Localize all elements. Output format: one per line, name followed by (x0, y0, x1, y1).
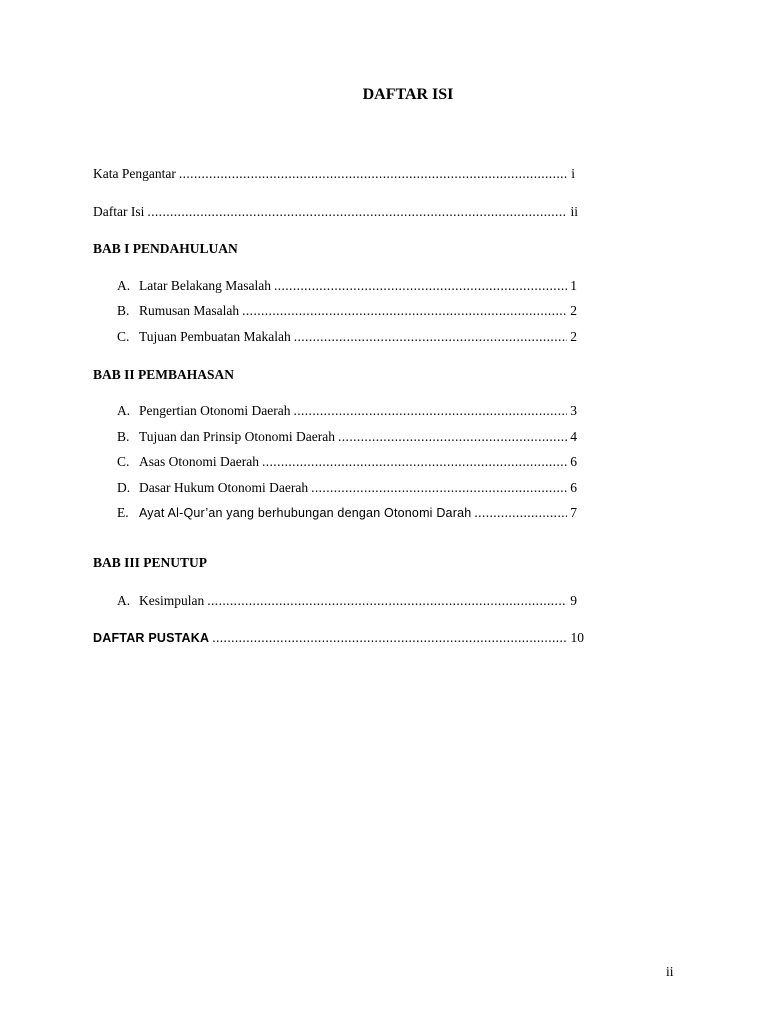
toc-entry[interactable] (117, 505, 577, 521)
toc-entry[interactable] (117, 303, 577, 319)
toc-entry-page: 6 (570, 480, 577, 495)
toc-entry-letter: B. (117, 429, 130, 444)
toc-entry-label: Tujuan dan Prinsip Otonomi Daerah (139, 429, 335, 444)
toc-entry-kata-pengantar[interactable] (93, 166, 575, 182)
toc-entry-letter: A. (117, 593, 131, 608)
toc-entry-label: Rumusan Masalah (139, 303, 240, 318)
dot-leader (274, 278, 567, 294)
toc-entry-page: 7 (570, 505, 577, 520)
dot-leader (293, 403, 567, 419)
dot-leader (179, 166, 568, 182)
toc-entry[interactable] (117, 593, 577, 609)
toc-entry-label: Ayat Al-Qur’an yang berhubungan dengan Otonomi Darah (139, 506, 472, 520)
toc-entry-page: 10 (570, 630, 584, 645)
toc-entry-letter: A. (117, 278, 131, 293)
toc-entry-page: 2 (570, 303, 577, 318)
toc-entry-page: 6 (570, 454, 577, 469)
toc-entry-page: ii (570, 204, 578, 219)
toc-entry-daftar-pustaka[interactable] (93, 630, 584, 646)
toc-entry-label: Dasar Hukum Otonomi Daerah (139, 480, 309, 495)
toc-entry[interactable] (117, 278, 577, 294)
toc-entry-page: 4 (570, 429, 577, 444)
toc-entry-label: Pengertian Otonomi Daerah (139, 403, 291, 418)
toc-entry-page: 3 (570, 403, 577, 418)
toc-entry-label: DAFTAR PUSTAKA (93, 631, 210, 645)
dot-leader (311, 480, 567, 496)
dot-leader (242, 303, 567, 319)
toc-entry[interactable] (117, 480, 577, 496)
dot-leader (338, 429, 567, 445)
page-title: DAFTAR ISI (362, 86, 454, 103)
toc-entry-label: Asas Otonomi Daerah (139, 454, 259, 469)
dot-leader (207, 593, 567, 609)
toc-entry-letter: B. (117, 303, 130, 318)
toc-entry-letter: D. (117, 480, 131, 495)
toc-entry-page: i (571, 166, 575, 181)
toc-entry-page: 2 (570, 329, 577, 344)
chapter-heading-bab-1: BAB I PENDAHULUAN (93, 241, 238, 256)
chapter-heading-bab-2: BAB II PEMBAHASAN (93, 367, 235, 382)
toc-entry-label: Tujuan Pembuatan Makalah (139, 329, 291, 344)
page-number: ii (666, 964, 674, 979)
chapter-heading-bab-3: BAB III PENUTUP (93, 555, 208, 570)
dot-leader (262, 454, 567, 470)
toc-entry-label: Daftar Isi (93, 204, 145, 219)
toc-entry-label: Kata Pengantar (93, 166, 176, 181)
toc-entry-label: Latar Belakang Masalah (139, 278, 271, 293)
toc-entry-daftar-isi[interactable] (93, 204, 578, 220)
toc-entry[interactable] (117, 454, 577, 470)
dot-leader (474, 505, 567, 521)
toc-entry-letter: E. (117, 505, 129, 520)
dot-leader (212, 630, 567, 646)
toc-entry-letter: C. (117, 454, 130, 469)
toc-entry-page: 9 (570, 593, 577, 608)
toc-entry-letter: A. (117, 403, 131, 418)
toc-entry-letter: C. (117, 329, 130, 344)
toc-entry[interactable] (117, 403, 577, 419)
dot-leader (294, 329, 568, 345)
toc-entry[interactable] (117, 429, 577, 445)
toc-entry[interactable] (117, 329, 577, 345)
toc-entry-page: 1 (570, 278, 577, 293)
dot-leader (147, 204, 567, 220)
toc-entry-label: Kesimpulan (139, 593, 205, 608)
